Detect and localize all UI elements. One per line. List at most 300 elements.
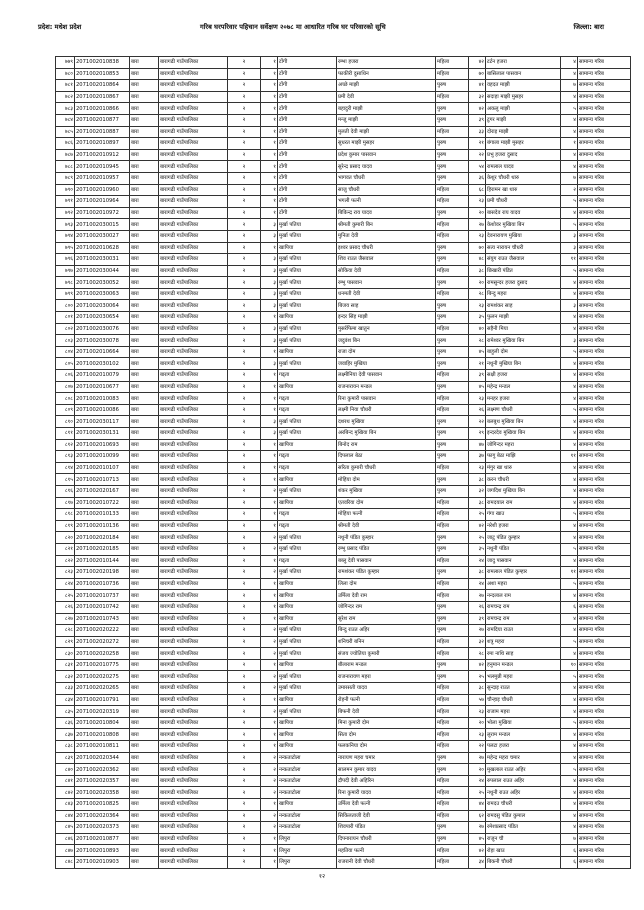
ward-cell: २ bbox=[228, 114, 261, 126]
household-id-cell: 2071002010893 bbox=[75, 845, 130, 857]
parent-name-cell: दोराइ माझी bbox=[486, 126, 561, 138]
family-size-cell: ११ bbox=[561, 254, 578, 266]
age-cell: ३८ bbox=[469, 497, 486, 509]
parent-name-cell: जगदिश मुखिया बिन bbox=[486, 485, 561, 497]
head-name-cell: दशरथ मुखिया bbox=[337, 416, 436, 428]
municipality-cell: बारागढी गाउँपालिका bbox=[159, 416, 228, 428]
municipality-cell: बारागढी गाउँपालिका bbox=[159, 822, 228, 834]
gender-cell: पुरुष bbox=[436, 149, 469, 161]
age-cell: २३ bbox=[469, 706, 486, 718]
municipality-cell: बारागढी गाउँपालिका bbox=[159, 277, 228, 289]
household-id-cell: 2071002010957 bbox=[75, 172, 130, 184]
household-id-cell: 2071002010960 bbox=[75, 184, 130, 196]
head-name-cell: प्रमी देवी bbox=[337, 91, 436, 103]
age-cell: २८ bbox=[469, 288, 486, 300]
age-cell: २७ bbox=[469, 752, 486, 764]
gender-cell: पुरुष bbox=[436, 485, 469, 497]
gender-cell: महिला bbox=[436, 219, 469, 231]
serial-cell: ८०८ bbox=[56, 393, 75, 405]
family-size-cell: ६ bbox=[561, 845, 578, 857]
serial-cell: ७८८ bbox=[56, 161, 75, 173]
head-name-cell: उमारसती यादव bbox=[337, 683, 436, 695]
serial-cell: ७९३ bbox=[56, 219, 75, 231]
gender-cell: महिला bbox=[436, 799, 469, 811]
poverty-category-cell: सामान्य गरिब bbox=[578, 346, 631, 358]
tole-cell: गढ्ता bbox=[278, 462, 337, 474]
district-cell: बारा bbox=[130, 543, 159, 555]
district-cell: बारा bbox=[130, 219, 159, 231]
sub-ward-cell: १ bbox=[261, 184, 278, 196]
age-cell: ४५ bbox=[469, 346, 486, 358]
head-name-cell: मुलती देवी माझी bbox=[337, 126, 436, 138]
parent-name-cell: भोला मुखिया bbox=[486, 717, 561, 729]
age-cell: ३८ bbox=[469, 683, 486, 695]
district-cell: बारा bbox=[130, 439, 159, 451]
family-size-cell: ४ bbox=[561, 114, 578, 126]
district-cell: बारा bbox=[130, 625, 159, 637]
serial-cell: ८११ bbox=[56, 428, 75, 440]
poverty-category-cell: सामान्य गरिब bbox=[578, 764, 631, 776]
sub-ward-cell: १ bbox=[261, 845, 278, 857]
sub-ward-cell: २ bbox=[261, 648, 278, 660]
municipality-cell: बारागढी गाउँपालिका bbox=[159, 717, 228, 729]
age-cell: २७ bbox=[469, 625, 486, 637]
gender-cell: महिला bbox=[436, 230, 469, 242]
municipality-cell: बारागढी गाउँपालिका bbox=[159, 706, 228, 718]
serial-cell: ८१० bbox=[56, 416, 75, 428]
gender-cell: महिला bbox=[436, 729, 469, 741]
gender-cell: महिला bbox=[436, 404, 469, 416]
poverty-category-cell: सामान्य गरिब bbox=[578, 567, 631, 579]
tole-cell: मुर्खा पतिया bbox=[278, 358, 337, 370]
table-row bbox=[56, 103, 631, 115]
serial-cell: ७९५ bbox=[56, 242, 75, 254]
gender-cell: पुरुष bbox=[436, 543, 469, 555]
household-id-cell: 2071002010144 bbox=[75, 555, 130, 567]
gender-cell: महिला bbox=[436, 126, 469, 138]
tole-cell: खापिया bbox=[278, 439, 337, 451]
gender-cell: महिला bbox=[436, 694, 469, 706]
head-name-cell: बिन्दु राउत अहिर bbox=[337, 625, 436, 637]
municipality-cell: बारागढी गाउँपालिका bbox=[159, 659, 228, 671]
parent-name-cell: करन चौधरी bbox=[486, 474, 561, 486]
table-row bbox=[56, 694, 631, 706]
sub-ward-cell: १ bbox=[261, 474, 278, 486]
head-name-cell: राजनारायण महरा bbox=[337, 671, 436, 683]
parent-name-cell: मनहर हजरा bbox=[486, 393, 561, 405]
parent-name-cell: रामेश्वर मुखिया बिन bbox=[486, 335, 561, 347]
sub-ward-cell: १ bbox=[261, 856, 278, 868]
tole-cell: नन्कताटोला bbox=[278, 752, 337, 764]
age-cell: २२ bbox=[469, 741, 486, 753]
sub-ward-cell: १ bbox=[261, 172, 278, 184]
head-name-cell: रामशंकर पंडित कुम्हार bbox=[337, 567, 436, 579]
serial-cell: ८३४ bbox=[56, 694, 75, 706]
table-row bbox=[56, 462, 631, 474]
gender-cell: पुरुष bbox=[436, 833, 469, 845]
family-size-cell: ४ bbox=[561, 207, 578, 219]
household-id-cell: 2071002010903 bbox=[75, 856, 130, 868]
head-name-cell: बहादुरी माझी bbox=[337, 103, 436, 115]
ward-cell: २ bbox=[228, 138, 261, 150]
sub-ward-cell: १ bbox=[261, 509, 278, 521]
table-row bbox=[56, 555, 631, 567]
serial-cell: ८२९ bbox=[56, 636, 75, 648]
district-cell: बारा bbox=[130, 265, 159, 277]
table-row bbox=[56, 520, 631, 532]
family-size-cell: ४ bbox=[561, 497, 578, 509]
household-id-cell: 2071002030052 bbox=[75, 277, 130, 289]
household-id-cell: 2071002010743 bbox=[75, 613, 130, 625]
family-size-cell: ७ bbox=[561, 80, 578, 92]
tole-cell: गढ्ता bbox=[278, 555, 337, 567]
head-name-cell: जोगिन्दर राम bbox=[337, 601, 436, 613]
table-row bbox=[56, 207, 631, 219]
ward-cell: २ bbox=[228, 91, 261, 103]
district-cell: बारा bbox=[130, 335, 159, 347]
age-cell: ४० bbox=[469, 323, 486, 335]
tole-cell: मुर्खा पतिया bbox=[278, 671, 337, 683]
household-id-cell: 2071002010877 bbox=[75, 833, 130, 845]
district-cell: बारा bbox=[130, 729, 159, 741]
parent-name-cell: रोहा खाउ bbox=[486, 845, 561, 857]
household-id-cell: 2071002010825 bbox=[75, 799, 130, 811]
gender-cell: पुरुष bbox=[436, 532, 469, 544]
family-size-cell: ५ bbox=[561, 265, 578, 277]
table-row bbox=[56, 729, 631, 741]
tole-cell: खापिया bbox=[278, 694, 337, 706]
sub-ward-cell: १ bbox=[261, 439, 278, 451]
table-row bbox=[56, 161, 631, 173]
family-size-cell: ४ bbox=[561, 694, 578, 706]
sub-ward-cell: १ bbox=[261, 207, 278, 219]
parent-name-cell: वहदत माझी bbox=[486, 80, 561, 92]
ward-cell: २ bbox=[228, 822, 261, 834]
tole-cell: खापिया bbox=[278, 474, 337, 486]
district-cell: बारा bbox=[130, 126, 159, 138]
poverty-category-cell: सामान्य गरिब bbox=[578, 509, 631, 521]
serial-cell: ७९८ bbox=[56, 277, 75, 289]
head-name-cell: प्रदेश कुमार पासवान bbox=[337, 149, 436, 161]
parent-name-cell: देवनारायण मुखिया bbox=[486, 230, 561, 242]
poverty-category-cell: सामान्य गरिब bbox=[578, 230, 631, 242]
gender-cell: महिला bbox=[436, 68, 469, 80]
district-cell: बारा bbox=[130, 717, 159, 729]
municipality-cell: बारागढी गाउँपालिका bbox=[159, 312, 228, 324]
district-cell: बारा bbox=[130, 799, 159, 811]
poverty-category-cell: सामान्य गरिब bbox=[578, 323, 631, 335]
serial-cell: ८३३ bbox=[56, 683, 75, 695]
municipality-cell: बारागढी गाउँपालिका bbox=[159, 625, 228, 637]
head-name-cell: रम्भु प्रसाद पंडित bbox=[337, 543, 436, 555]
poverty-category-cell: सामान्य गरिब bbox=[578, 741, 631, 753]
district-cell: बारा bbox=[130, 555, 159, 567]
gender-cell: महिला bbox=[436, 509, 469, 521]
family-size-cell: १० bbox=[561, 659, 578, 671]
ward-cell: २ bbox=[228, 671, 261, 683]
serial-cell: ८२१ bbox=[56, 543, 75, 555]
ward-cell: २ bbox=[228, 68, 261, 80]
serial-cell: ८०९ bbox=[56, 404, 75, 416]
household-id-cell: 2071002010107 bbox=[75, 462, 130, 474]
age-cell: ३९ bbox=[469, 114, 486, 126]
tole-cell: खापिया bbox=[278, 717, 337, 729]
serial-cell: ८४५ bbox=[56, 822, 75, 834]
sub-ward-cell: १ bbox=[261, 312, 278, 324]
parent-name-cell: लुराम मन्डल bbox=[486, 729, 561, 741]
household-id-cell: 2071002020222 bbox=[75, 625, 130, 637]
poverty-category-cell: सामान्य गरिब bbox=[578, 833, 631, 845]
parent-name-cell: भलमुन्नी महरा bbox=[486, 671, 561, 683]
district-cell: बारा bbox=[130, 149, 159, 161]
table-row bbox=[56, 543, 631, 555]
serial-cell: ८३९ bbox=[56, 752, 75, 764]
head-name-cell: लिला दोम bbox=[337, 578, 436, 590]
head-name-cell: एतवरिया दोम bbox=[337, 497, 436, 509]
household-id-cell: 2071002010693 bbox=[75, 439, 130, 451]
table-row bbox=[56, 126, 631, 138]
sub-ward-cell: १ bbox=[261, 149, 278, 161]
sub-ward-cell: २ bbox=[261, 532, 278, 544]
serial-cell: ८३७ bbox=[56, 729, 75, 741]
family-size-cell: ५ bbox=[561, 509, 578, 521]
tole-cell: टोंगी bbox=[278, 149, 337, 161]
district-cell: बारा bbox=[130, 810, 159, 822]
district-cell: बारा bbox=[130, 671, 159, 683]
tole-cell: मुर्खा पतिया bbox=[278, 323, 337, 335]
gender-cell: महिला bbox=[436, 590, 469, 602]
household-id-cell: 2071002010664 bbox=[75, 346, 130, 358]
gender-cell: पुरुष bbox=[436, 752, 469, 764]
age-cell: २३ bbox=[469, 230, 486, 242]
table-row bbox=[56, 509, 631, 521]
serial-cell: ८२४ bbox=[56, 578, 75, 590]
table-row bbox=[56, 845, 631, 857]
household-id-cell: 2071002010736 bbox=[75, 578, 130, 590]
parent-name-cell: राजुन चौ bbox=[486, 833, 561, 845]
page-header bbox=[0, 0, 644, 56]
age-cell: २२ bbox=[469, 416, 486, 428]
tole-cell: टोंगी bbox=[278, 207, 337, 219]
parent-name-cell: प्रभु हजरा दुसाद bbox=[486, 149, 561, 161]
municipality-cell: बारागढी गाउँपालिका bbox=[159, 242, 228, 254]
sub-ward-cell: ३ bbox=[261, 277, 278, 289]
ward-cell: २ bbox=[228, 404, 261, 416]
poverty-category-cell: सामान्य गरिब bbox=[578, 196, 631, 208]
poverty-category-cell: सामान्य गरिब bbox=[578, 462, 631, 474]
municipality-cell: बारागढी गाउँपालिका bbox=[159, 207, 228, 219]
head-name-cell: रिना कुमारी यादव bbox=[337, 787, 436, 799]
municipality-cell: बारागढी गाउँपालिका bbox=[159, 219, 228, 231]
municipality-cell: बारागढी गाउँपालिका bbox=[159, 833, 228, 845]
parent-name-cell: रामलाल यादव bbox=[486, 161, 561, 173]
poverty-category-cell: सामान्य गरिब bbox=[578, 439, 631, 451]
family-size-cell: ४ bbox=[561, 625, 578, 637]
family-size-cell: ३ bbox=[561, 242, 578, 254]
poverty-category-cell: सामान्य गरिब bbox=[578, 520, 631, 532]
sub-ward-cell: २ bbox=[261, 764, 278, 776]
household-id-cell: 2071002010775 bbox=[75, 659, 130, 671]
family-size-cell: ५ bbox=[561, 404, 578, 416]
parent-name-cell: हिरामन खा थारु bbox=[486, 184, 561, 196]
household-id-cell: 2071002010133 bbox=[75, 509, 130, 521]
municipality-cell: बारागढी गाउँपालिका bbox=[159, 68, 228, 80]
parent-name-cell: शत्रु महरा bbox=[486, 636, 561, 648]
household-id-cell: 2071002010713 bbox=[75, 474, 130, 486]
table-row bbox=[56, 787, 631, 799]
head-name-cell: इन्दर सिंह माझी bbox=[337, 312, 436, 324]
tole-cell: नन्कताटोला bbox=[278, 822, 337, 834]
sub-ward-cell: २ bbox=[261, 810, 278, 822]
district-cell: बारा bbox=[130, 764, 159, 776]
tole-cell: मुर्खा पतिया bbox=[278, 254, 337, 266]
family-size-cell: ४ bbox=[561, 485, 578, 497]
table-row bbox=[56, 416, 631, 428]
serial-cell: ७८५ bbox=[56, 126, 75, 138]
serial-cell: ८१२ bbox=[56, 439, 75, 451]
ward-cell: २ bbox=[228, 775, 261, 787]
poverty-category-cell: सामान्य गरिब bbox=[578, 706, 631, 718]
municipality-cell: बारागढी गाउँपालिका bbox=[159, 335, 228, 347]
district-cell: बारा bbox=[130, 254, 159, 266]
family-size-cell: ३ bbox=[561, 230, 578, 242]
poverty-category-cell: सामान्य गरिब bbox=[578, 799, 631, 811]
municipality-cell: बारागढी गाउँपालिका bbox=[159, 799, 228, 811]
age-cell: २० bbox=[469, 207, 486, 219]
tole-cell: खापिया bbox=[278, 578, 337, 590]
household-id-cell: 2071002030044 bbox=[75, 265, 130, 277]
municipality-cell: बारागढी गाउँपालिका bbox=[159, 752, 228, 764]
age-cell: २० bbox=[469, 717, 486, 729]
serial-cell: ८४३ bbox=[56, 799, 75, 811]
parent-name-cell: रामलाल पंडित कुम्हार bbox=[486, 567, 561, 579]
sub-ward-cell: ३ bbox=[261, 288, 278, 300]
tole-cell: मुर्खा पतिया bbox=[278, 300, 337, 312]
ward-cell: २ bbox=[228, 787, 261, 799]
family-size-cell: ४ bbox=[561, 520, 578, 532]
district-cell: बारा bbox=[130, 648, 159, 660]
tole-cell: खापिया bbox=[278, 312, 337, 324]
sub-ward-cell: ३ bbox=[261, 416, 278, 428]
table-row bbox=[56, 91, 631, 103]
head-name-cell: मोहिया दोम bbox=[337, 474, 436, 486]
ward-cell: २ bbox=[228, 439, 261, 451]
ward-cell: २ bbox=[228, 312, 261, 324]
head-name-cell: शिव राउत जैसवाल bbox=[337, 254, 436, 266]
age-cell: २३ bbox=[469, 462, 486, 474]
family-size-cell: ४ bbox=[561, 648, 578, 660]
gender-cell: पुरुष bbox=[436, 358, 469, 370]
poverty-category-cell: सामान्य गरिब bbox=[578, 91, 631, 103]
poverty-category-cell: सामान्य गरिब bbox=[578, 694, 631, 706]
age-cell: २५ bbox=[469, 787, 486, 799]
tole-cell: मुर्खा पतिया bbox=[278, 636, 337, 648]
head-name-cell: बिनोद राम bbox=[337, 439, 436, 451]
district-cell: बारा bbox=[130, 114, 159, 126]
serial-cell: ८३२ bbox=[56, 671, 75, 683]
tole-cell: खापिया bbox=[278, 601, 337, 613]
table-row bbox=[56, 567, 631, 579]
table-row bbox=[56, 659, 631, 671]
table-row bbox=[56, 671, 631, 683]
district-cell: बारा bbox=[130, 196, 159, 208]
table-row bbox=[56, 741, 631, 753]
serial-cell: ८१७ bbox=[56, 497, 75, 509]
district-cell: बारा bbox=[130, 590, 159, 602]
ward-cell: २ bbox=[228, 184, 261, 196]
table-row bbox=[56, 856, 631, 868]
ward-cell: २ bbox=[228, 567, 261, 579]
municipality-cell: बारागढी गाउँपालिका bbox=[159, 57, 228, 69]
tole-cell: टोंगी bbox=[278, 57, 337, 69]
household-id-cell: 2071002010742 bbox=[75, 601, 130, 613]
age-cell: २३ bbox=[469, 393, 486, 405]
family-size-cell: ४ bbox=[561, 752, 578, 764]
serial-cell: ८१४ bbox=[56, 462, 75, 474]
table-row bbox=[56, 590, 631, 602]
poverty-category-cell: सामान्य गरिब bbox=[578, 856, 631, 868]
head-name-cell: मुसर्रफिमा खातुन bbox=[337, 323, 436, 335]
head-name-cell: शनिचरी बनिन bbox=[337, 636, 436, 648]
ward-cell: २ bbox=[228, 659, 261, 671]
municipality-cell: बारागढी गाउँपालिका bbox=[159, 532, 228, 544]
sub-ward-cell: १ bbox=[261, 346, 278, 358]
tole-cell: खापिया bbox=[278, 381, 337, 393]
family-size-cell: ४ bbox=[561, 462, 578, 474]
district-cell: बारा bbox=[130, 822, 159, 834]
gender-cell: पुरुष bbox=[436, 300, 469, 312]
family-size-cell: ४ bbox=[561, 161, 578, 173]
table-row bbox=[56, 532, 631, 544]
tole-cell: खापिया bbox=[278, 729, 337, 741]
poverty-category-cell: सामान्य गरिब bbox=[578, 648, 631, 660]
sub-ward-cell: १ bbox=[261, 381, 278, 393]
age-cell: ३८ bbox=[469, 474, 486, 486]
ward-cell: २ bbox=[228, 555, 261, 567]
serial-cell: ८२३ bbox=[56, 567, 75, 579]
household-id-cell: 2071002030131 bbox=[75, 428, 130, 440]
age-cell: ३७ bbox=[469, 451, 486, 463]
municipality-cell: बारागढी गाउँपालिका bbox=[159, 741, 228, 753]
household-id-cell: 2071002010079 bbox=[75, 370, 130, 382]
tole-cell: गढ्ता bbox=[278, 520, 337, 532]
family-size-cell: ४ bbox=[561, 126, 578, 138]
ward-cell: २ bbox=[228, 230, 261, 242]
family-size-cell: ३ bbox=[561, 335, 578, 347]
serial-cell: ८४६ bbox=[56, 833, 75, 845]
poverty-category-cell: सामान्य गरिब bbox=[578, 242, 631, 254]
municipality-cell: बारागढी गाउँपालिका bbox=[159, 265, 228, 277]
head-name-cell: सुरेश राम bbox=[337, 613, 436, 625]
serial-cell: ८२८ bbox=[56, 625, 75, 637]
district-cell: बारा bbox=[130, 787, 159, 799]
gender-cell: महिला bbox=[436, 810, 469, 822]
municipality-cell: बारागढी गाउँपालिका bbox=[159, 114, 228, 126]
head-name-cell: भागवत चौधरी bbox=[337, 172, 436, 184]
sub-ward-cell: १ bbox=[261, 404, 278, 416]
parent-name-cell: रामदिया राउत bbox=[486, 625, 561, 637]
district-cell: बारा bbox=[130, 68, 159, 80]
household-id-cell: 2071002030027 bbox=[75, 230, 130, 242]
sub-ward-cell: १ bbox=[261, 717, 278, 729]
parent-name-cell: अशा महरा bbox=[486, 578, 561, 590]
gender-cell: महिला bbox=[436, 288, 469, 300]
age-cell: २६ bbox=[469, 601, 486, 613]
table-row bbox=[56, 799, 631, 811]
family-size-cell: ५ bbox=[561, 671, 578, 683]
head-name-cell: भगली फत्नी bbox=[337, 196, 436, 208]
table-row bbox=[56, 265, 631, 277]
